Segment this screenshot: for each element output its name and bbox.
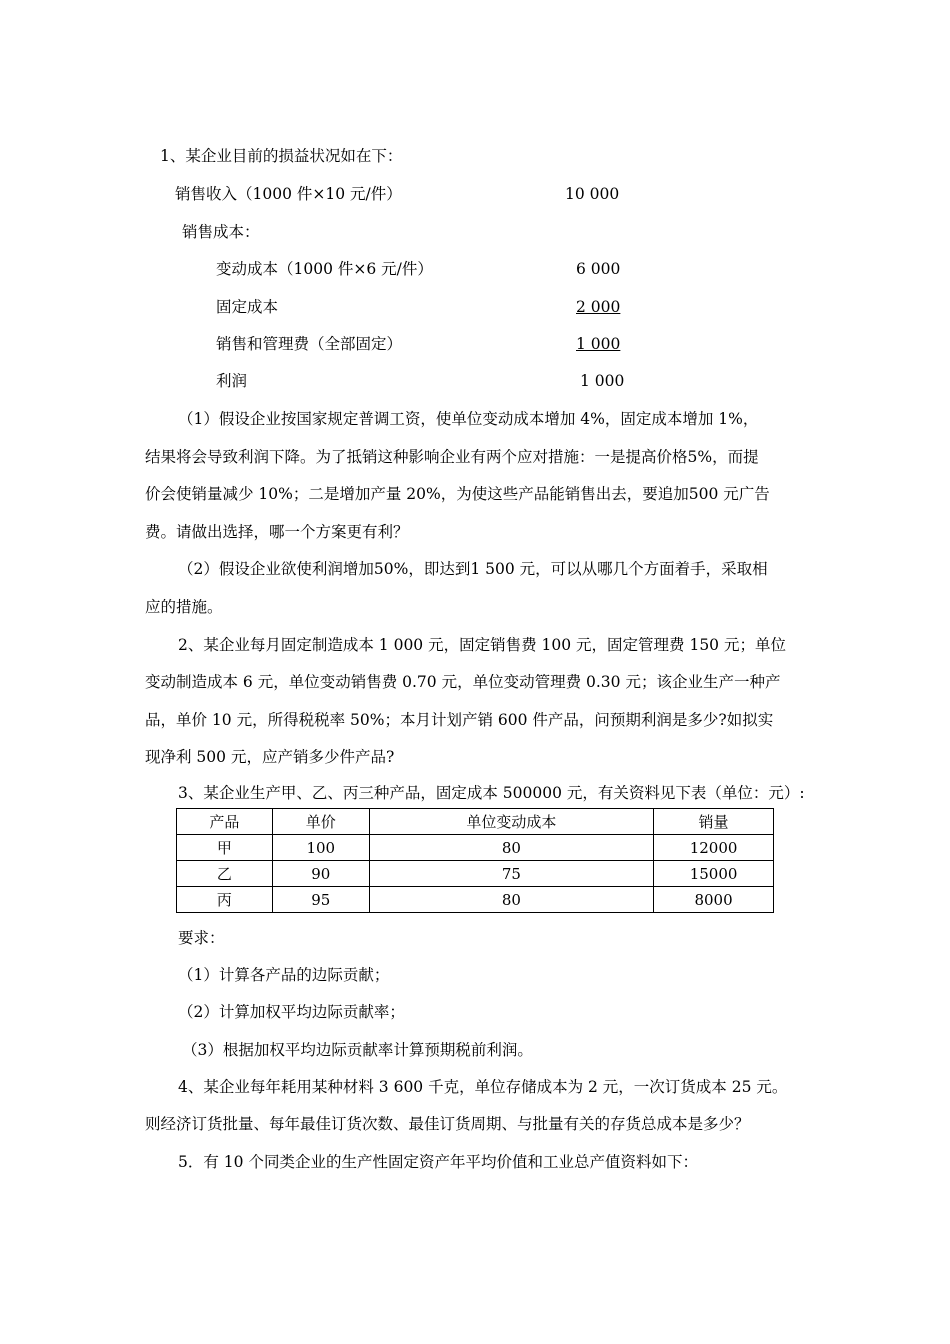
header-price: 单价 bbox=[272, 809, 369, 835]
q1-p2-line: （2）假设企业欲使利润增加50%，即达到1 500 元，可以从哪几个方面着手，采取相 bbox=[178, 560, 768, 578]
cell-volume: 12000 bbox=[654, 835, 774, 861]
profit-value: 1 000 bbox=[580, 372, 625, 390]
q2-line: 2、某企业每月固定制造成本 1 000 元，固定销售费 100 元，固定管理费 150 元；单位 bbox=[178, 636, 786, 654]
q3-requirement: （3）根据加权平均边际贡献率计算预期税前利润。 bbox=[182, 1041, 533, 1059]
q4-line: 则经济订货批量、每年最佳订货次数、最佳订货周期、与批量有关的存货总成本是多少？ bbox=[145, 1115, 750, 1133]
sga-value: 1 000 bbox=[576, 335, 621, 353]
q3-requirement: （2）计算加权平均边际贡献率； bbox=[178, 1003, 405, 1021]
variable-cost-value: 6 000 bbox=[576, 260, 621, 278]
table-row bbox=[177, 861, 774, 887]
cell-volume: 8000 bbox=[654, 887, 774, 913]
sga-label: 销售和管理费（全部固定） bbox=[216, 335, 403, 353]
cell-product: 丙 bbox=[177, 887, 273, 913]
q1-p1-line: 费。请做出选择，哪一个方案更有利？ bbox=[145, 523, 409, 541]
table-row bbox=[177, 887, 774, 913]
q2-line: 现净利 500 元，应产销多少件产品? bbox=[145, 748, 395, 766]
cell-unit-variable-cost: 75 bbox=[369, 861, 653, 887]
cell-price: 90 bbox=[272, 861, 369, 887]
header-product: 产品 bbox=[177, 809, 273, 835]
variable-cost-label: 变动成本（1000 件×6 元/件） bbox=[216, 260, 433, 278]
q1-p1-line: 结果将会导致利润下降。为了抵销这种影响企业有两个应对措施：一是提高价格5%，而提 bbox=[145, 448, 759, 466]
header-unit-variable-cost: 单位变动成本 bbox=[369, 809, 653, 835]
product-table bbox=[176, 808, 774, 913]
cell-price: 95 bbox=[272, 887, 369, 913]
header-volume: 销量 bbox=[654, 809, 774, 835]
q2-line: 品，单价 10 元，所得税税率 50%；本月计划产销 600 件产品，问预期利润是多少?如拟实 bbox=[145, 711, 774, 729]
q3-intro: 3、某企业生产甲、乙、丙三种产品，固定成本 500000 元，有关资料见下表（单位：元）: bbox=[178, 784, 805, 802]
q1-p2-line: 应的措施。 bbox=[145, 598, 223, 616]
q3-requirements-title: 要求： bbox=[178, 929, 225, 947]
q5-line: 5．有 10 个同类企业的生产性固定资产年平均价值和工业总产值资料如下： bbox=[178, 1153, 698, 1171]
fixed-cost-value: 2 000 bbox=[576, 298, 621, 316]
q2-line: 变动制造成本 6 元，单位变动销售费 0.70 元，单位变动管理费 0.30 元；该企业生产一种产 bbox=[145, 673, 781, 691]
q3-requirement: （1）计算各产品的边际贡献； bbox=[178, 966, 390, 984]
q4-line: 4、某企业每年耗用某种材料 3 600 千克，单位存储成本为 2 元，一次订货成本 25 元。 bbox=[178, 1078, 788, 1096]
q1-title: 1、某企业目前的损益状况如在下： bbox=[160, 147, 403, 165]
cell-product: 甲 bbox=[177, 835, 273, 861]
cell-unit-variable-cost: 80 bbox=[369, 887, 653, 913]
cell-volume: 15000 bbox=[654, 861, 774, 887]
revenue-label: 销售收入（1000 件×10 元/件） bbox=[175, 185, 402, 203]
q1-p1-line: （1）假设企业按国家规定普调工资，使单位变动成本增加 4%，固定成本增加 1%， bbox=[178, 410, 759, 428]
fixed-cost-label: 固定成本 bbox=[216, 298, 279, 316]
table-row bbox=[177, 835, 774, 861]
cell-price: 100 bbox=[272, 835, 369, 861]
table-header-row bbox=[177, 809, 774, 835]
q1-p1-line: 价会使销量减少 10%；二是增加产量 20%，为使这些产品能销售出去，要追加500 元广告 bbox=[145, 485, 770, 503]
profit-label: 利润 bbox=[216, 372, 248, 390]
cell-product: 乙 bbox=[177, 861, 273, 887]
cell-unit-variable-cost: 80 bbox=[369, 835, 653, 861]
cost-header: 销售成本： bbox=[182, 223, 260, 241]
revenue-value: 10 000 bbox=[565, 185, 620, 203]
